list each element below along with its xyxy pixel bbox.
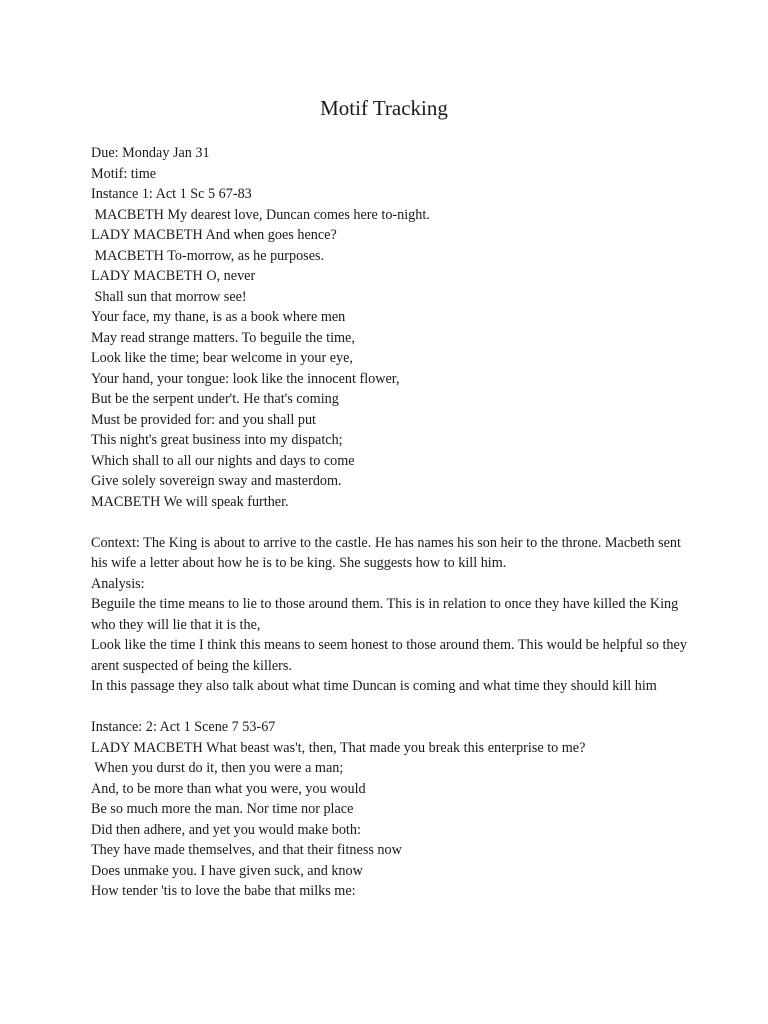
passage1-line: But be the serpent under't. He that's coming [91,391,339,407]
passage2 [91,738,691,902]
passage1-line: Give solely sovereign sway and masterdom. [91,473,342,489]
passage1 [91,205,691,513]
passage1-line: MACBETH We will speak further. [91,493,289,510]
passage1-line: Shall sun that morrow see! [91,288,247,305]
analysis-paragraph: In this passage they also talk about what time Duncan is coming and what time they should kill him [91,678,657,694]
passage1-line: MACBETH My dearest love, Duncan comes here to-night. [91,206,430,223]
document-title: Motif Tracking [320,96,448,120]
paragraph-gap [91,697,691,718]
passage1-line: Your hand, your tongue: look like the innocent flower, [91,370,400,387]
passage2-line: Did then adhere, and yet you would make both: [91,821,361,838]
analysis-label: Analysis: [91,575,145,592]
passage2-line: They have made themselves, and that their fitness now [91,842,402,858]
paragraph-gap [91,512,691,533]
analysis-paragraph: Look like the time I think this means to seem honest to those around them. This would be helpful so they arent suspected of being the killers. [91,637,687,674]
passage1-line: Look like the time; bear welcome in your eye, [91,350,353,366]
analysis-paragraph: Beguile the time means to lie to those around them. This is in relation to once they have killed the King who they will lie that it is the, [91,596,679,633]
passage1-line: This night's great business into my dispatch; [91,432,343,448]
passage2-line: And, to be more than what you were, you would [91,780,366,797]
passage2-line: How tender 'tis to love the babe that milks me: [91,883,356,899]
passage2-line: LADY MACBETH What beast was't, then, That made you break this enterprise to me? [91,739,586,756]
context-paragraph: Context: The King is about to arrive to the castle. He has names his son heir to the throne. Macbeth sent his wife a letter about how he is to be king. She suggests how to kill him. [91,534,681,571]
instance1-heading: Instance 1: Act 1 Sc 5 67-83 [91,186,252,202]
passage2-line: Does unmake you. I have given suck, and know [91,862,363,879]
passage1-line: LADY MACBETH And when goes hence? [91,227,337,243]
passage1-line: May read strange matters. To beguile the time, [91,329,355,346]
due-date-line: Due: Monday Jan 31 [91,145,210,161]
instance2-heading: Instance: 2: Act 1 Scene 7 53-67 [91,719,276,735]
passage2-line: Be so much more the man. Nor time nor place [91,801,354,817]
motif-line: Motif: time [91,165,157,182]
passage2-line: When you durst do it, then you were a man; [91,760,344,776]
passage1-line: Your face, my thane, is as a book where men [91,309,346,325]
document-body [91,143,691,902]
passage1-line: MACBETH To-morrow, as he purposes. [91,247,325,264]
passage1-line: LADY MACBETH O, never [91,268,256,284]
passage1-line: Must be provided for: and you shall put [91,411,316,428]
passage1-line: Which shall to all our nights and days to come [91,452,355,469]
